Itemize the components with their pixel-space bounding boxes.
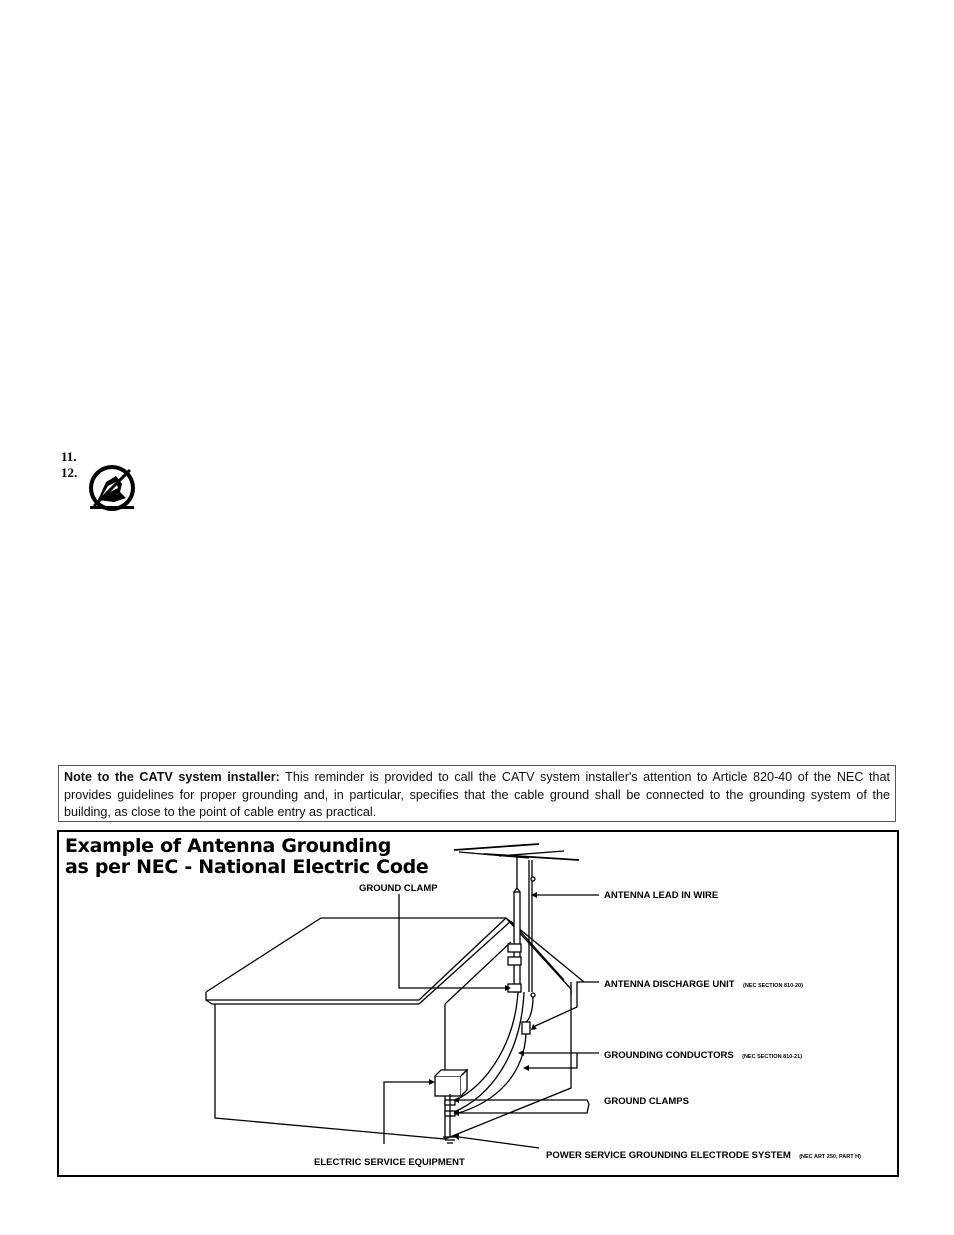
label-ground-clamps: GROUND CLAMPS	[604, 1096, 689, 1107]
label-grounding-conductors: GROUNDING CONDUCTORS	[604, 1050, 734, 1061]
label-antenna-lead: ANTENNA LEAD IN WIRE	[604, 890, 719, 901]
numbered-list	[61, 449, 77, 481]
label-discharge-unit-ref: (NEC SECTION 810-20)	[743, 983, 803, 989]
list-item-12: 12.	[61, 465, 78, 480]
label-discharge-unit-group	[604, 974, 803, 991]
label-ground-clamp: GROUND CLAMP	[359, 883, 438, 894]
diagram-title-line2: as per NEC - National Electric Code	[65, 856, 429, 878]
note-body: This reminder is provided to call the CATV system installer's attention to Article 820-40 of the NEC that provides guidelines for proper grounding and, in particular, specifies that the cable ground shall be connected to the grounding system of the building, as close to the point of cable entry as practical.	[64, 770, 890, 819]
label-discharge-unit: ANTENNA DISCHARGE UNIT	[604, 979, 735, 990]
diagram-title-line1: Example of Antenna Grounding	[65, 835, 392, 857]
label-electric-service: ELECTRIC SERVICE EQUIPMENT	[314, 1157, 465, 1168]
label-grounding-conductors-group	[604, 1045, 802, 1062]
cart-tip-over-warning-icon	[86, 462, 138, 514]
label-power-service-group	[546, 1145, 861, 1162]
label-power-service-ref: (NEC ART 250, PART H)	[799, 1154, 861, 1160]
antenna-grounding-diagram	[57, 830, 899, 1177]
note-heading: Note to the CATV system installer:	[64, 770, 280, 784]
catv-installer-note	[58, 765, 896, 822]
diagram-illustration	[59, 832, 897, 1175]
list-item-11: 11.	[61, 449, 77, 464]
diagram-title	[65, 836, 428, 878]
label-grounding-conductors-ref: (NEC SECTION 810-21)	[742, 1054, 803, 1060]
label-power-service: POWER SERVICE GROUNDING ELECTRODE SYSTEM	[546, 1150, 791, 1161]
